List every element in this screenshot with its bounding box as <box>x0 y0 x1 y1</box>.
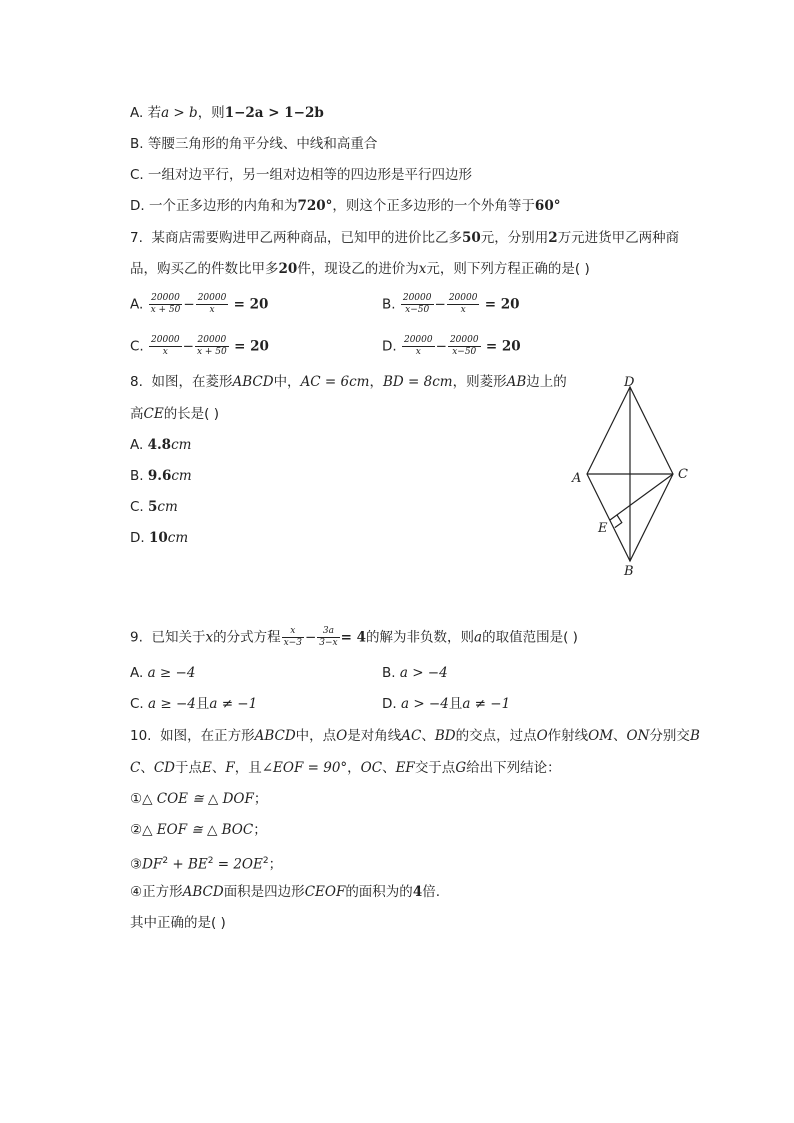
q9-option-b: B. a > −4 <box>382 665 448 681</box>
q10.line2-run: ，且 <box>234 760 262 776</box>
q10.line2-run: OC <box>360 760 383 776</box>
q10.line2-run: 、 <box>382 760 396 776</box>
label-a: A <box>572 471 582 486</box>
q7-stem-line1: 7. 某商店需要购进甲乙两种商品，已知甲的进价比乙多50元，分别用2万元进货甲乙两种商 <box>130 230 680 246</box>
q10.line2-run: 、 <box>211 760 226 776</box>
label-b: B <box>624 564 634 579</box>
q10.line2-run: ∠EOF = 90° <box>261 760 348 776</box>
q10.line2-run: E <box>202 760 212 776</box>
q10-conclusion-3: $③DF^2 + BE^2 = 2OE^2$； <box>130 856 283 873</box>
q7-option-b: B. $\frac{20000}{x-50}$ − $\frac{20000}{x}$ = 20 <box>382 293 520 315</box>
q10.line2-run: 交于点 <box>414 760 456 776</box>
label-e: E <box>598 521 608 536</box>
q10.line2-run: 、 <box>140 760 154 776</box>
q8-stem-line2: 高CE的长是( ) <box>130 406 220 422</box>
q10-stem-line2 <box>130 758 561 778</box>
q10.line1-run: 如图，在正方形 <box>160 728 255 744</box>
q8-option-b: B. 9.6cm <box>130 468 192 484</box>
q10.line1-run: BD <box>434 728 456 744</box>
q9-option-c: C. a ≥ −4且a ≠ −1 <box>130 696 258 712</box>
q10.line2-run: C <box>130 760 141 776</box>
q10.line2-run: F <box>225 760 235 776</box>
q10.line1-run: 、 <box>613 728 627 744</box>
q6-option-d: D. 一个正多边形的内角和为720°，则这个正多边形的一个外角等于60° <box>130 198 561 214</box>
q7-option-d: D. $\frac{20000}{x}$ − $\frac{20000}{x-50}$ = 20 <box>382 335 521 357</box>
rhombus-figure <box>560 370 710 585</box>
q10.line1-run: 分别交 <box>649 728 690 744</box>
q10.line1-run: AC <box>401 728 422 744</box>
q10.line2-run: G <box>455 760 467 776</box>
label-d: D <box>624 375 635 390</box>
q10.line2-run: 给出下列结论： <box>466 760 561 776</box>
q9-stem: 9. 已知关于x的分式方程 $\frac{x}{x-3}$ − $\frac{3a}{3-x}$ = 4的解为非负数，则a的取值范围是( ) <box>130 626 578 648</box>
q10.line1-run: 中，点 <box>295 728 337 744</box>
q10.line2-run: ， <box>347 760 361 776</box>
q6-option-a: A. 若a > b，则1−2a > 1−2b <box>130 105 324 121</box>
q10.line1-run: ON <box>626 728 650 744</box>
q9-option-a: A. a ≥ −4 <box>130 665 196 681</box>
q6-option-c: C. 一组对边平行，另一组对边相等的四边形是平行四边形 <box>130 167 473 183</box>
q10.line1-run: O <box>336 728 348 744</box>
q9-option-d: D. a > −4且a ≠ −1 <box>382 696 511 712</box>
q8-option-c: C. 5cm <box>130 499 178 515</box>
q7-option-c: C. $\frac{20000}{x}$ − $\frac{20000}{x + 50}$ = 20 <box>130 335 269 357</box>
q10.line1-run: 作射线 <box>547 728 589 744</box>
q10-final-question: 其中正确的是( ) <box>130 915 226 931</box>
q10.line1-run: 是对角线 <box>347 728 402 744</box>
q6-option-b: B. 等腰三角形的角平分线、中线和高重合 <box>130 136 378 152</box>
q7-option-a: A. $\frac{20000}{x + 50}$ − $\frac{20000}{x}$ = 20 <box>130 293 269 315</box>
q10-conclusion-4: ④正方形ABCD面积是四边形CEOF的面积为的4倍. <box>130 884 441 900</box>
q10-stem-line1: 10. 如图，在正方形ABCD中，点O是对角线AC、BD的交点，过点O作射线OM、ON分别交B <box>130 728 700 744</box>
q8-option-a: A. 4.8cm <box>130 437 192 453</box>
q10.line2-run: EF <box>395 760 415 776</box>
q8-option-d: D. 10cm <box>130 530 189 546</box>
q10.line1-run: ABCD <box>254 728 296 744</box>
right-angle-mark <box>615 515 622 528</box>
q10-conclusion-1: ①△ COE ≅ △ DOF； <box>130 791 268 807</box>
q10.line1-run: OM <box>588 728 614 744</box>
q10-conclusion-2: ②△ EOF ≅ △ BOC； <box>130 822 267 838</box>
q8-stem-line1: 8. 如图，在菱形ABCD中，AC = 6cm，BD = 8cm，则菱形AB边上的 <box>130 374 567 390</box>
altitude-ce <box>610 474 673 520</box>
q7-stem-line2: 品，购买乙的件数比甲多20件，现设乙的进价为x元，则下列方程正确的是( ) <box>130 261 590 277</box>
q10.line2-run: 于点 <box>175 760 202 776</box>
q10.line1-run: B <box>689 728 700 744</box>
q10.line1-run: O <box>536 728 548 744</box>
q10.line1-run: 的交点，过点 <box>455 728 537 744</box>
q10.line1-run: 、 <box>421 728 435 744</box>
q10.line2-run: CD <box>153 760 175 776</box>
label-c: C <box>678 467 688 482</box>
